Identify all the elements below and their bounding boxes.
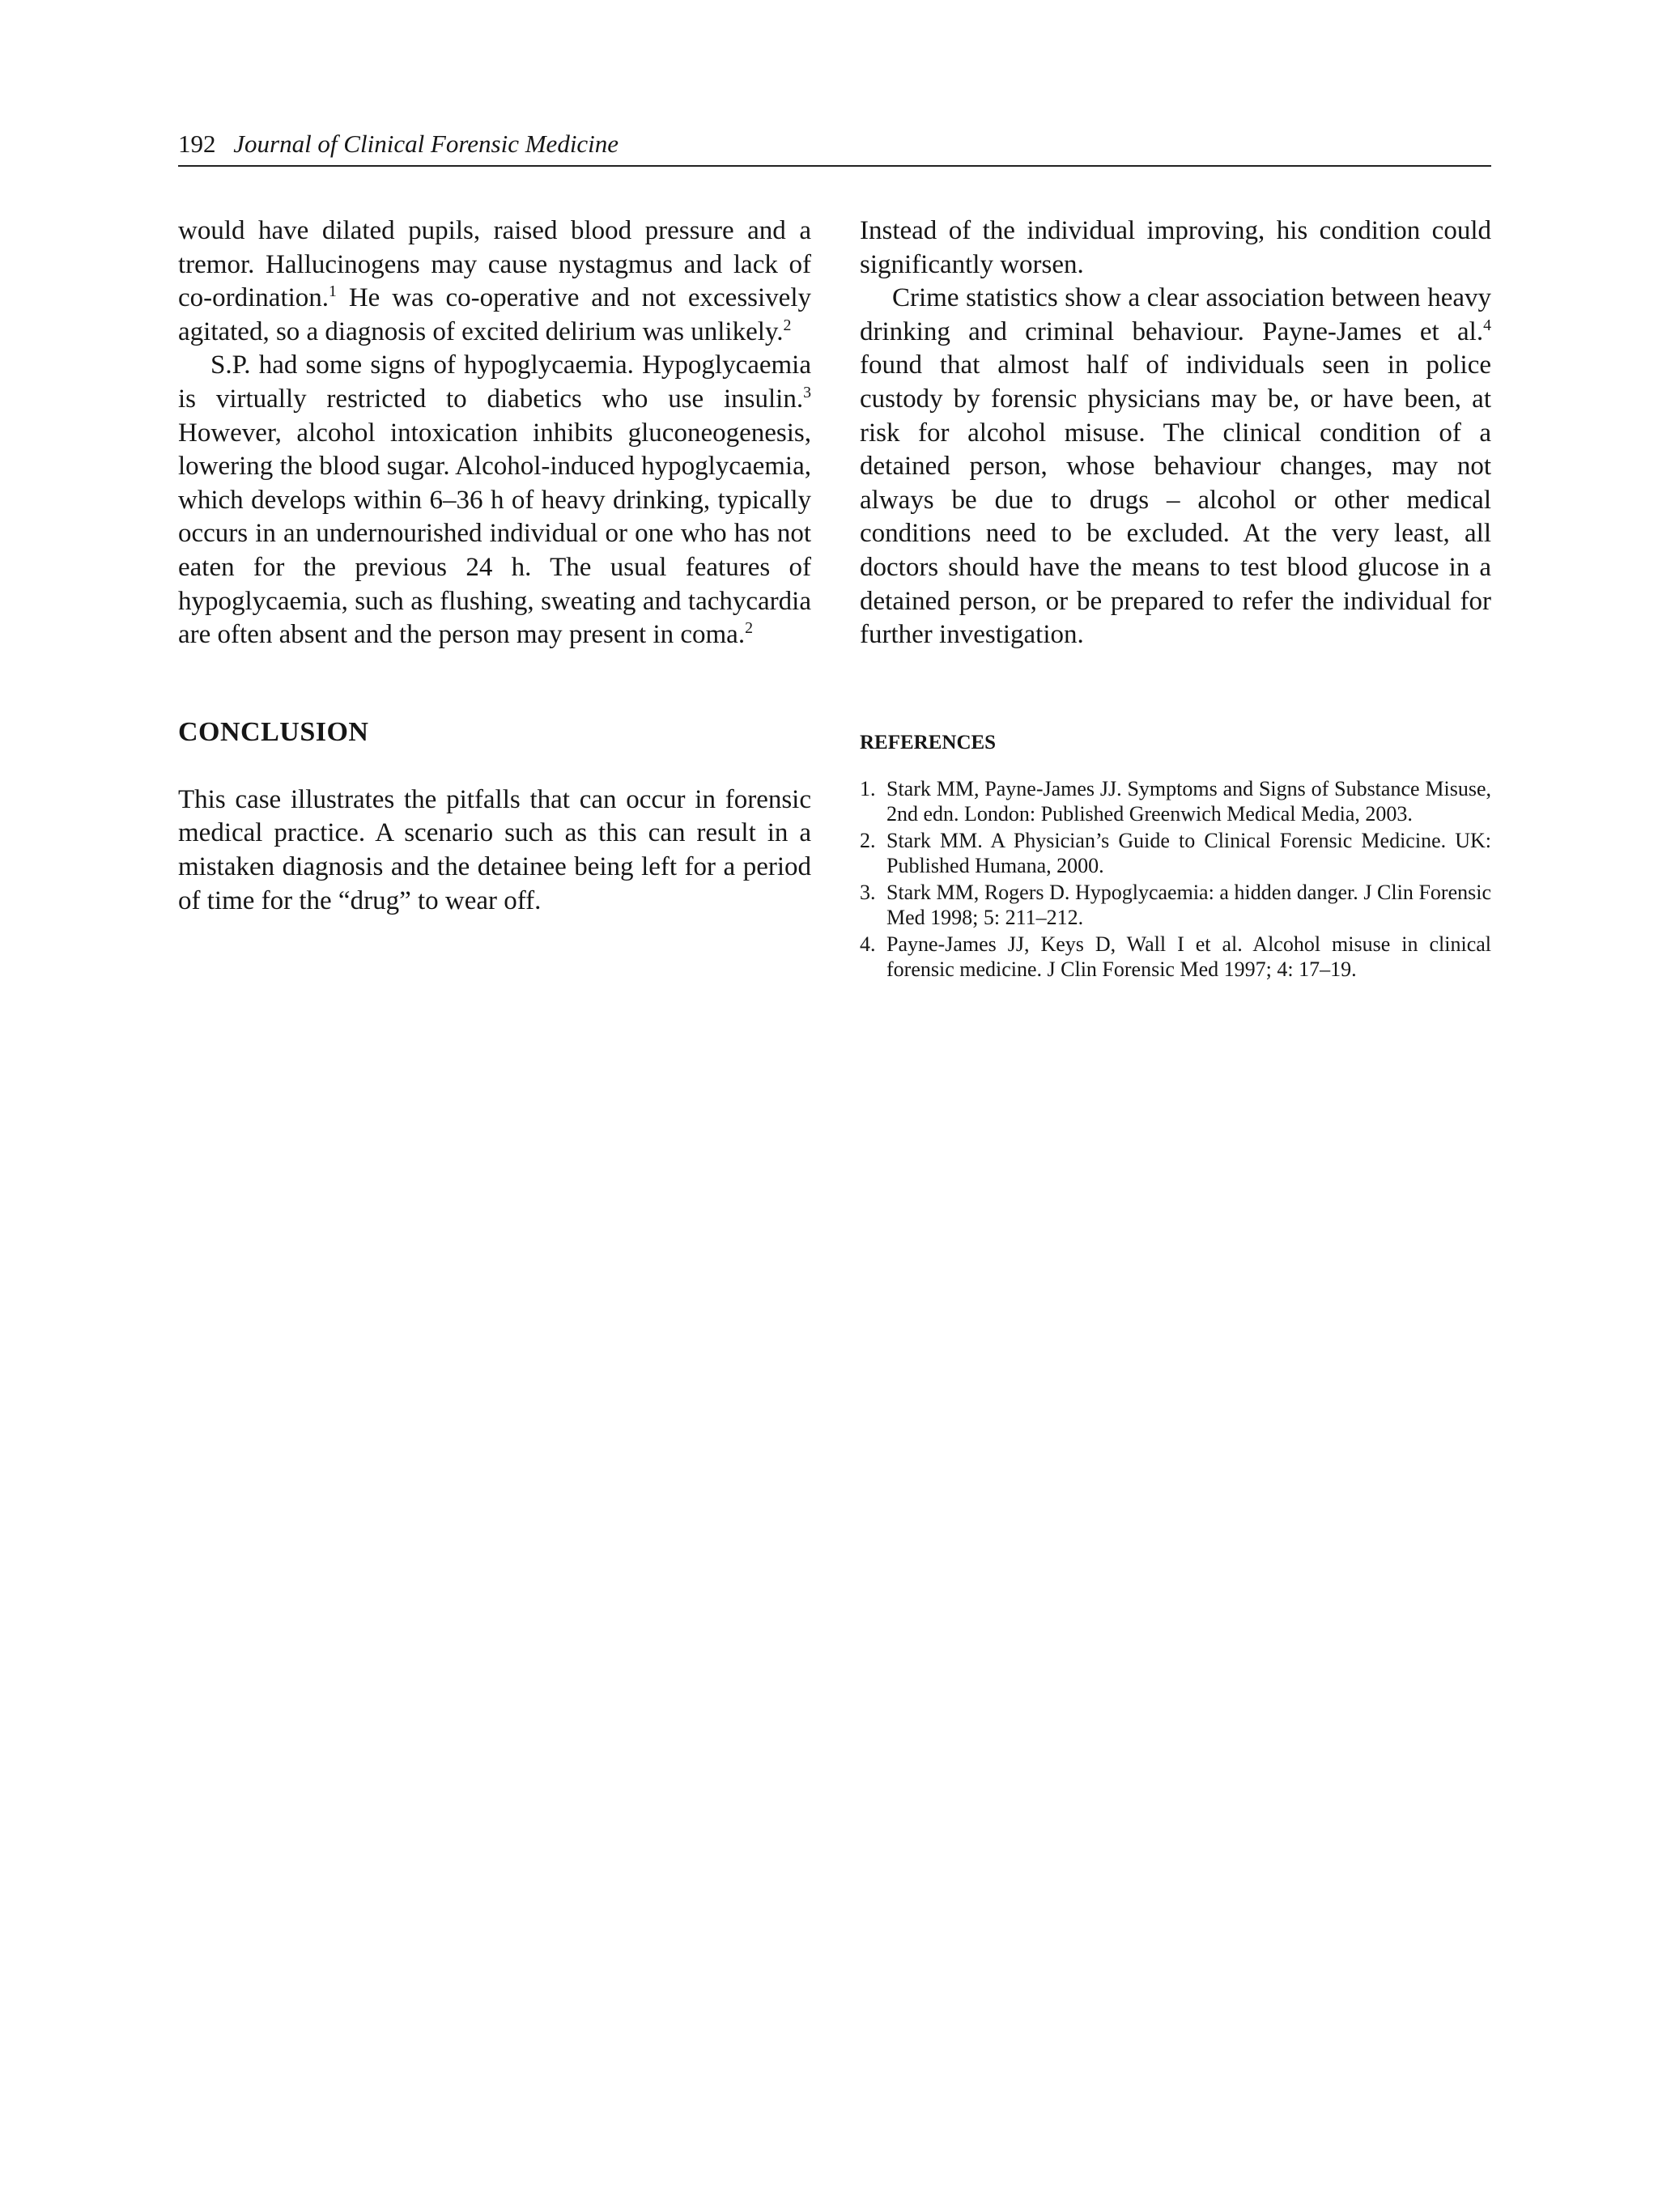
left-column [178,214,811,918]
reference-item [860,932,1491,982]
right-column [860,214,1491,983]
reference-item [860,828,1491,878]
paragraph-text: found that almost half of individuals seen in police custody by forensic physicians may be, or have been, at risk for alcohol misuse. The clinical condition of a detained person, whose behaviour changes, may not always be due to drugs – alcohol or other medical conditions need to be excluded. At the very least, all doctors should have the means to test blood glucose in a detained person, or be prepared to refer the individual for further investigation. [860,350,1491,650]
reference-text: Payne-James JJ, Keys D, Wall I et al. Alcohol misuse in clinical forensic medicine. J Clin Forensic Med 1997; 4: 17–19. [886,932,1491,981]
conclusion-heading: CONCLUSION [178,716,369,747]
citation-marker: 1 [329,282,337,301]
paragraph-text: He was co-operative and not excessively agitated, so a diagnosis of excited delirium was unlikely. [178,283,811,346]
reference-number: 3. [860,880,876,904]
paragraph [178,214,811,349]
citation-marker: 4 [1483,316,1491,334]
paragraph: Instead of the individual improving, his condition could significantly worsen. [860,216,1491,279]
paragraph [178,349,811,652]
references-heading: REFERENCES [860,731,997,754]
reference-number: 2. [860,828,876,852]
paragraph-text: S.P. had some signs of hypoglycaemia. Hypoglycaemia is virtually restricted to diabetics who use insulin. [178,350,811,414]
reference-text: Stark MM. A Physician’s Guide to Clinical Forensic Medicine. UK: Published Humana, 2000. [886,828,1491,877]
journal-title: Journal of Clinical Forensic Medicine [233,129,619,158]
reference-text: Stark MM, Rogers D. Hypoglycaemia: a hidden danger. J Clin Forensic Med 1998; 5: 211–212. [886,880,1491,929]
reference-text: Stark MM, Payne-James JJ. Symptoms and Signs of Substance Misuse, 2nd edn. London: Published Greenwich Medical Media, 2003. [886,776,1491,826]
citation-marker: 3 [803,383,811,401]
reference-number: 1. [860,776,876,800]
reference-item [860,880,1491,930]
paragraph [860,282,1491,652]
running-header [178,128,1491,160]
paragraph-text: Crime statistics show a clear association between heavy drinking and criminal behaviour. Payne-James et al. [860,283,1491,346]
reference-number: 4. [860,932,876,956]
citation-marker: 2 [745,619,753,638]
references-list [860,776,1491,982]
paragraph-text: would have dilated pupils, raised blood pressure and a tremor. Hallucinogens may cause nystagmus and lack of co-ordination. [178,216,811,313]
citation-marker: 2 [783,316,792,334]
conclusion-paragraph: This case illustrates the pitfalls that can occur in forensic medical practice. A scenario such as this can result in a mistaken diagnosis and the detainee being left for a period of time for the “drug” to wear off. [178,784,811,915]
reference-item [860,776,1491,826]
header-rule [178,165,1491,167]
page-number: 192 [178,129,216,158]
paragraph-text: However, alcohol intoxication inhibits gluconeogenesis, lowering the blood sugar. Alcohol-induced hypoglycaemia, which develops within 6–36 h of heavy drinking, typically occurs in an undernourished individual or one who has not eaten for the previous 24 h. The usual features of hypoglycaemia, such as flushing, sweating and tachycardia are often absent and the person may present in coma. [178,418,811,650]
